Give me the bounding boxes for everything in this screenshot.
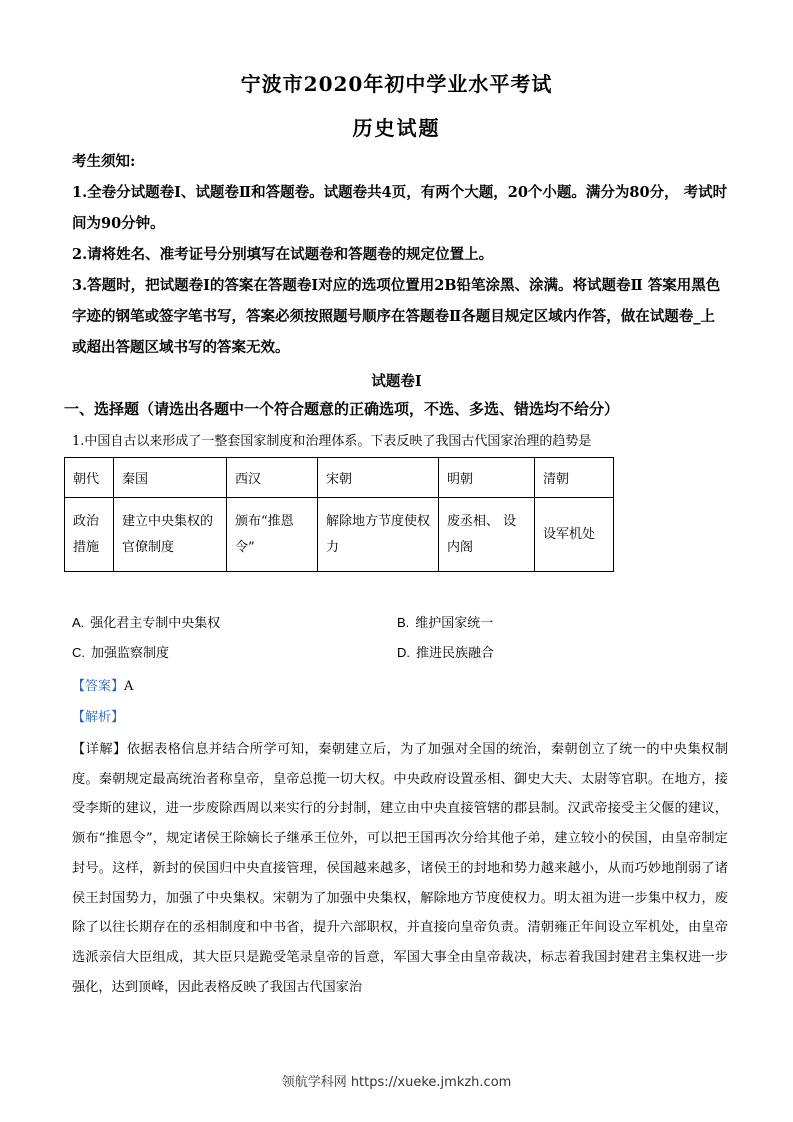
notice-item: 1.全卷分试题卷Ⅰ、试题卷Ⅱ和答题卷。试题卷共4页，有两个大题，20个小题。满分为80分， 考试时间为90分钟。 [72,184,728,232]
table-cell: 清朝 [535,458,614,498]
table-cell: 宋朝 [318,458,439,498]
option-text: 维护国家统一 [415,616,494,631]
analysis-line [72,706,124,725]
detail-paragraph [72,735,728,1002]
table-cell: 建立中央集权的官僚制度 [114,498,227,572]
option-letter: B. [397,615,410,630]
answer-line [72,675,133,694]
option-letter: D. [397,645,410,660]
table-cell: 政治措施 [65,498,114,572]
table-header-row [65,458,614,498]
option-text: 加强监察制度 [91,646,170,661]
table-cell: 颁布“推恩令” [227,498,318,572]
option-text: 强化君主专制中央集权 [90,616,221,631]
table-cell: 西汉 [227,458,318,498]
question-stem: 1.中国自古以来形成了一整套国家制度和治理体系。下表反映了我国古代国家治理的趋势是 [72,434,592,449]
exam-title: 宁波市2020年初中学业水平考试 [240,72,553,96]
option-d [397,642,494,661]
table-cell: 明朝 [439,458,535,498]
part-heading: 一、选择题（请选出各题中一个符合题意的正确选项，不选、多选、错选均不给分） [64,400,620,418]
policy-table [64,457,614,572]
notice-block [72,146,728,363]
option-b [397,612,493,631]
answer-tag: 【答案】 [72,679,125,694]
option-letter: A. [72,615,85,630]
table-cell: 解除地方节度使权力 [318,498,439,572]
option-letter: C. [72,645,85,660]
answer-value: A [124,679,134,694]
notice-heading: 考生须知: [72,153,136,170]
exam-subtitle: 历史试题 [352,116,441,140]
option-c [72,642,169,661]
table-cell: 朝代 [65,458,114,498]
section-title: 试题卷Ⅰ [371,373,422,390]
table-cell: 废丞相、 设内阁 [439,498,535,572]
option-text: 推进民族融合 [416,646,495,661]
notice-item: 3.答题时，把试题卷Ⅰ的答案在答题卷Ⅰ对应的选项位置用2B铅笔涂黑、涂满。将试题卷Ⅱ 答案用黑色字迹的钢笔或签字笔书写，答案必须按照题号顺序在答题卷Ⅱ各题目规定区域内作答，做在试题卷_上或超出答题区域书写的答案无效。 [72,277,721,356]
detail-text: 依据表格信息并结合所学可知，秦朝建立后，为了加强对全国的统治，秦朝创立了统一的中央集权制度。秦朝规定最高统治者称皇帝，皇帝总揽一切大权。中央政府设置丞相、御史大夫、太尉等官职。在地方，接受李斯的建议，进一步废除西周以来实行的分封制，建立由中央直接管辖的郡县制。汉武帝接受主父偃的建议，颁布“推恩令”，规定诸侯王除嫡长子继承王位外，可以把王国再次分给其他子弟，建立较小的侯国，由皇帝制定封号。这样，新封的侯国归中央直接管理，侯国越来越多，诸侯王的封地和势力越来越小，从而巧妙地削弱了诸侯王封国势力，加强了中央集权。宋朝为了加强中央集权，解除地方节度使权力。明太祖为进一步集中权力，废除了以往长期存在的丞相制度和中书省，提升六部职权，并直接向皇帝负责。清朝雍正年间设立军机处，由皇帝选派亲信大臣组成，其大臣只是跪受笔录皇帝的旨意，军国大事全由皇帝裁决，标志着我国封建君主集权进一步强化，达到顶峰，因此表格反映了我国古代国家治 [72,742,729,995]
option-a [72,612,220,631]
analysis-tag: 【解析】 [72,710,125,725]
footer-watermark: 领航学科网 https://xueke.jmkzh.com [281,1075,512,1090]
table-row [65,498,614,572]
table-cell: 秦国 [114,458,227,498]
detail-tag: 【详解】 [72,742,127,757]
table-cell: 设军机处 [535,498,614,572]
notice-item: 2.请将姓名、准考证号分别填写在试题卷和答题卷的规定位置上。 [72,246,494,263]
